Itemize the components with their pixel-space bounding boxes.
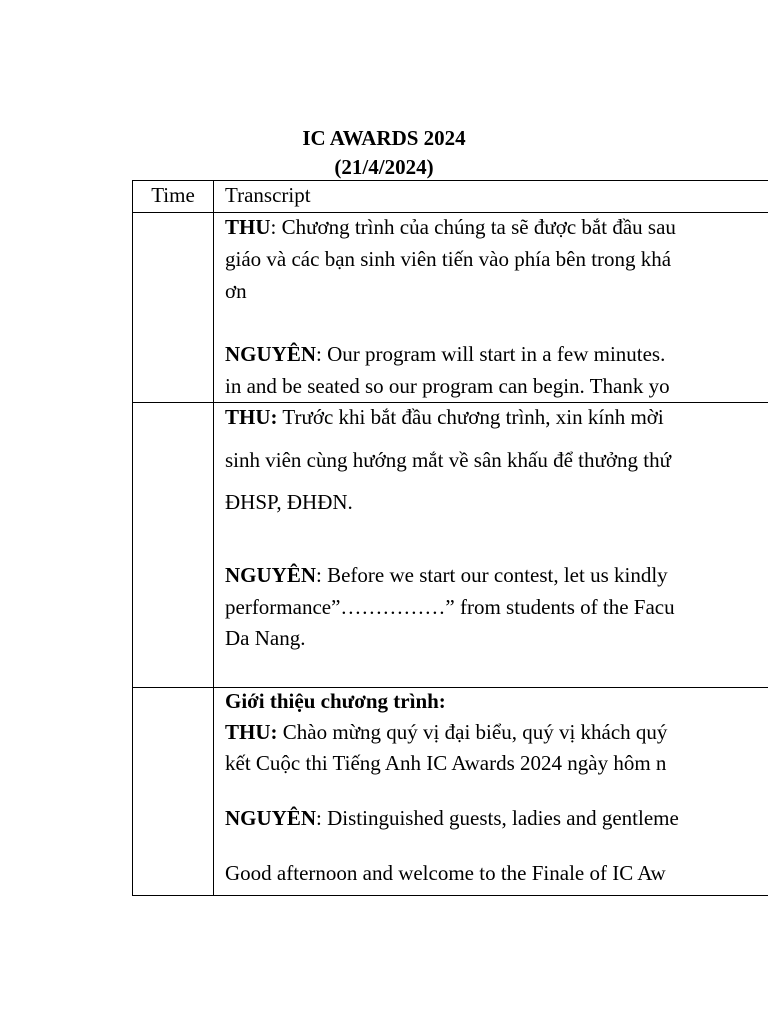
line-text: : Our program will start in a few minutes. xyxy=(316,342,666,366)
speaker-name: THU: xyxy=(225,405,278,429)
header-time: Time xyxy=(133,181,214,212)
line-text: ơn xyxy=(225,279,247,303)
document-title: IC AWARDS 2024 xyxy=(302,126,466,150)
line-text: performance”……………” from students of the Facu xyxy=(225,595,675,619)
time-cell xyxy=(133,687,214,895)
transcript-line xyxy=(225,749,666,777)
table-row xyxy=(133,687,768,895)
speaker-name: NGUYÊN xyxy=(225,342,317,366)
section-heading-text: Giới thiệu chương trình: xyxy=(225,689,446,713)
line-text: : Before we start our contest, let us kindly xyxy=(316,563,668,587)
header-transcript: Transcript xyxy=(225,183,311,207)
transcript-line xyxy=(225,277,247,305)
line-text: : Distinguished guests, ladies and gentleme xyxy=(316,806,679,830)
transcript-line xyxy=(225,859,666,887)
transcript-table xyxy=(132,180,768,896)
speaker-name: THU xyxy=(225,215,271,239)
table-header-row xyxy=(133,181,768,213)
line-text: in and be seated so our program can begin. Thank yo xyxy=(225,374,670,398)
time-cell xyxy=(133,402,214,687)
transcript-line xyxy=(225,561,668,589)
transcript-line xyxy=(225,403,664,431)
transcript-line xyxy=(225,340,665,368)
line-text: Da Nang. xyxy=(225,626,306,650)
line-text: Trước khi bắt đầu chương trình, xin kính mời xyxy=(277,405,664,429)
line-text: Good afternoon and welcome to the Finale of IC Aw xyxy=(225,861,666,885)
line-text: Chào mừng quý vị đại biểu, quý vị khách quý xyxy=(277,720,668,744)
transcript-line xyxy=(225,372,670,400)
transcript-line xyxy=(225,446,671,474)
line-text: : Chương trình của chúng ta sẽ được bắt đầu sau xyxy=(270,215,676,239)
transcript-line xyxy=(225,804,679,832)
section-heading xyxy=(225,687,446,715)
line-text: ĐHSP, ĐHĐN. xyxy=(225,490,353,514)
transcript-line xyxy=(225,624,305,652)
speaker-name: THU: xyxy=(225,720,278,744)
table-row xyxy=(133,212,768,403)
table-row xyxy=(133,402,768,688)
speaker-name: NGUYÊN xyxy=(225,563,317,587)
line-text: kết Cuộc thi Tiếng Anh IC Awards 2024 ngày hôm n xyxy=(225,751,667,775)
transcript-line xyxy=(225,593,675,621)
transcript-line xyxy=(225,245,671,273)
transcript-line xyxy=(225,718,667,746)
transcript-line xyxy=(225,213,676,241)
transcript-line xyxy=(225,488,353,516)
speaker-name: NGUYÊN xyxy=(225,806,317,830)
time-cell xyxy=(133,212,214,402)
line-text: giáo và các bạn sinh viên tiến vào phía bên trong khá xyxy=(225,247,672,271)
line-text: sinh viên cùng hướng mắt về sân khấu để thưởng thứ xyxy=(225,448,671,472)
document-date: (21/4/2024) xyxy=(334,155,434,179)
